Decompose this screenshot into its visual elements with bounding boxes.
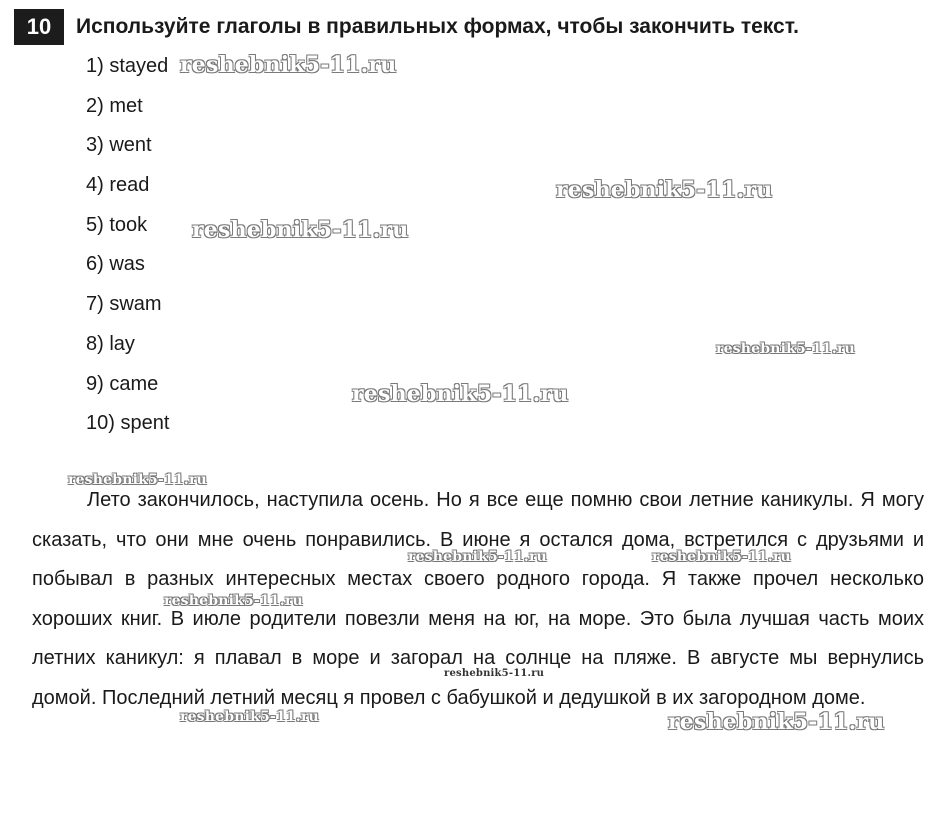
- watermark-text: reshebnik5-11.ru: [716, 341, 855, 357]
- answer-item: 4) read: [86, 174, 150, 197]
- watermark-text: reshebnik5-11.ru: [652, 549, 791, 565]
- answer-item: 7) swam: [86, 293, 162, 316]
- answer-item: 1) stayed: [86, 55, 169, 77]
- exercise-header: [14, 8, 799, 46]
- exercise-title: Используйте глаголы в правильных формах, чтобы закончить текст.: [76, 15, 799, 38]
- answer-item: 9) came: [86, 372, 159, 395]
- watermark-text: reshebnik5-11.ru: [556, 177, 773, 203]
- answer-item: 3) went: [86, 134, 152, 157]
- watermark-text: reshebnik5-11.ru: [68, 472, 207, 488]
- answer-item: 8) lay: [86, 332, 135, 355]
- watermark-text: reshebnik5-11.ru: [180, 709, 319, 725]
- watermark-text: reshebnik5-11.ru: [180, 52, 397, 78]
- answer-item: 5) took: [86, 213, 148, 236]
- answer-item: 10) spent: [86, 412, 170, 435]
- watermark-text: reshebnik5-11.ru: [408, 549, 547, 565]
- exercise-number-badge: 10: [14, 9, 64, 45]
- watermark-text: reshebnik5-11.ru: [164, 593, 303, 609]
- watermark-text: reshebnik5-11.ru: [352, 381, 569, 407]
- translation-text: Лето закончилось, наступила осень. Но я все еще помню свои летние каникулы. Я могу сказать, что они мне очень понравились. В июне я остался дома, встретился с друзьями и побывал в разных интересных местах своего родного города. Я также прочел несколько хороших книг. В июле родители повезли меня на юг, на море. Это была лучшая часть моих летних каникул: я плавал в море и загорал на солнце на пляже. В августе мы вернулись домой. Последний летний месяц я провел с бабушкой и дедушкой в их загородном доме.: [32, 489, 924, 709]
- watermark-text: reshebnik5-11.ru: [444, 668, 545, 679]
- watermark-text: reshebnik5-11.ru: [192, 217, 409, 243]
- watermark-text: reshebnik5-11.ru: [668, 709, 885, 735]
- answer-item: 2) met: [86, 94, 143, 117]
- answer-item: 6) was: [86, 253, 145, 276]
- answer-list: [86, 50, 169, 447]
